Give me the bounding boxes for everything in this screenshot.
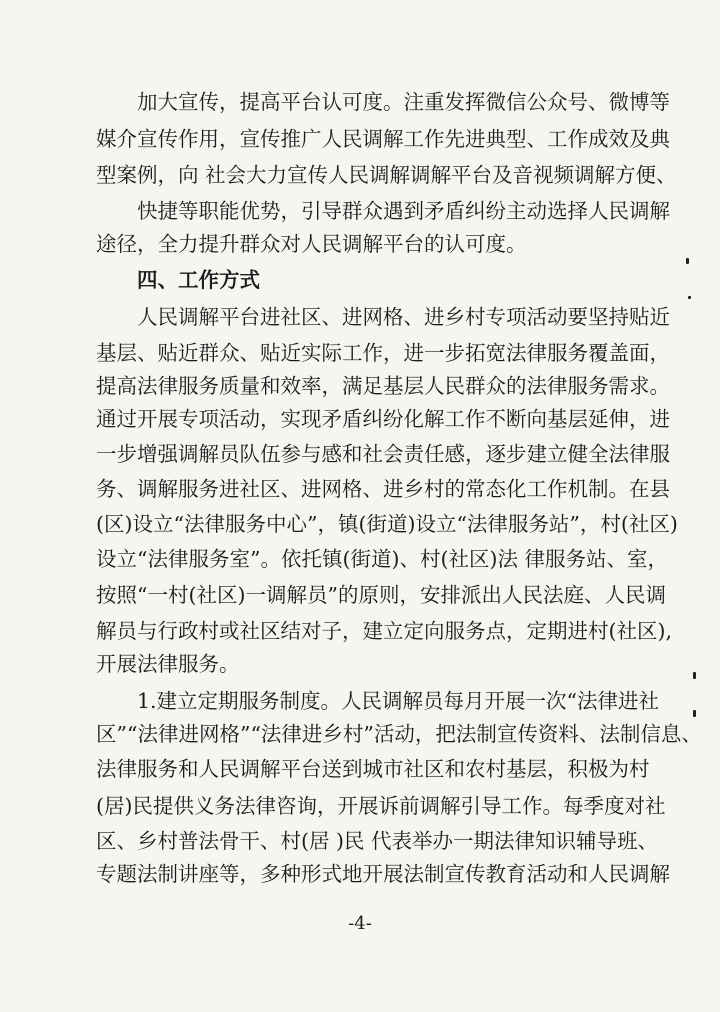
paragraph-line: 途径，全力提升群众对人民调解平台的认可度。 [96, 232, 527, 256]
paragraph-line: (居)民提供义务法律咨询，开展诉前调解引导工作。每季度对社 [96, 794, 666, 818]
paragraph-line: 基层、贴近群众、贴近实际工作，进一步拓宽法律服务覆盖面， [96, 341, 670, 365]
paragraph-line: 法律服务和人民调解平台送到城市社区和农村基层，积极为村 [96, 757, 650, 781]
paragraph-line: 快捷等职能优势，引导群众遇到矛盾纠纷主动选择人民调解 [137, 199, 670, 223]
paragraph-line: 1.建立定期服务制度。人民调解员每月开展一次“法律进社 [137, 689, 660, 713]
paragraph-line: 通过开展专项活动，实现矛盾纠纷化解工作不断向基层延伸，进 [96, 407, 670, 431]
paragraph-line: 解员与行政村或社区结对子，建立定向服务点，定期进村(社区), [96, 619, 673, 643]
paragraph-line: 设立“法律服务室”。依托镇(街道)、村(社区)法 律服务站、室， [96, 547, 668, 571]
section-heading: 四、工作方式 [137, 268, 260, 292]
scan-speck [688, 296, 691, 299]
paragraph-line: (区)设立“法律服务中心”，镇(街道)设立“法律服务站”，村(社区) [96, 512, 678, 536]
scan-speck [693, 672, 696, 679]
page-number: -4- [348, 913, 372, 934]
paragraph-line: 提高法律服务质量和效率，满足基层人民群众的法律服务需求。 [96, 374, 670, 398]
paragraph-line: 一步增强调解员队伍参与感和社会责任感，逐步建立健全法律服 [96, 442, 670, 466]
paragraph-line: 按照“一村(社区)一调解员”的原则，安排派出人民法庭、人民调 [96, 583, 666, 607]
paragraph-line: 专题法制讲座等，多种形式地开展法制宣传教育活动和人民调解 [96, 862, 670, 886]
paragraph-line: 媒介宣传作用，宣传推广人民调解工作先进典型、工作成效及典 [96, 127, 670, 151]
paragraph-line: 加大宣传，提高平台认可度。注重发挥微信公众号、微博等 [137, 90, 670, 114]
paragraph-line: 开展法律服务。 [96, 652, 240, 676]
paragraph-line: 务、调解服务进社区、进网格、进乡村的常态化工作机制。在县 [96, 477, 670, 501]
paragraph-line: 型案例，向 社会大力宣传人民调解调解平台及音视频调解方便、 [96, 163, 677, 187]
scan-speck [686, 258, 689, 264]
scan-speck [693, 710, 696, 717]
paragraph-line: 区、乡村普法骨干、村(居 )民 代表举办一期法律知识辅导班、 [96, 829, 659, 853]
paragraph-line: 人民调解平台进社区、进网格、进乡村专项活动要坚持贴近 [137, 305, 670, 329]
paragraph-line: 区”“法律进网格”“法律进乡村”活动，把法制宣传资料、法制信息、 [96, 722, 702, 746]
